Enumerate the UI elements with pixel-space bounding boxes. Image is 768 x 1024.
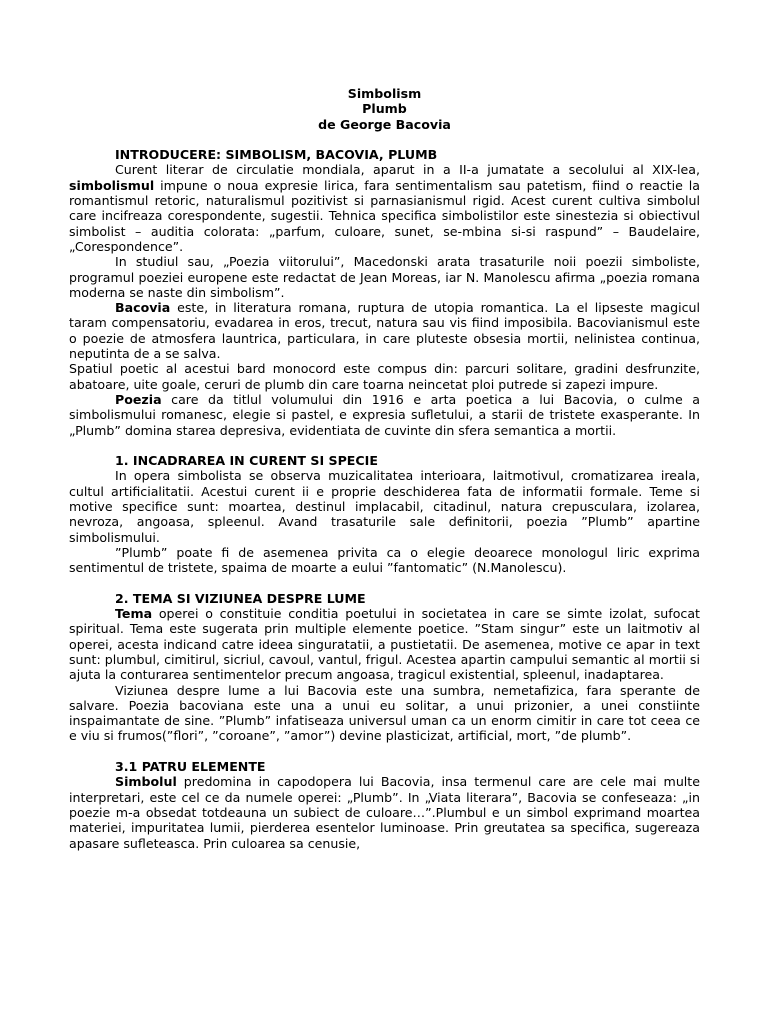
- paragraph-s3-1: [69, 774, 700, 850]
- spacer: [69, 438, 700, 453]
- heading-section-3: 3.1 PATRU ELEMENTE: [115, 759, 266, 775]
- paragraph-intro-4: Spatiul poetic al acestui bard monocord este compus din: parcuri solitare, gradini desfrunzite, abatoare, uite goale, ceruri de plumb din care toarna neincetat ploi putrede si zapezi impure.: [69, 361, 700, 392]
- spacer: [69, 132, 700, 147]
- text-span: impune o noua expresie lirica, fara sentimentalism sau patetism, fiind o reactie la romantismul retoric, naturalismul pozitivist si parnasianismul rigid. Acest curent cultiva simbolul care incifreaza corespondente, sugestii. Tehnica specifica simbolistilor este sinestezia si obiectivul simbolist – auditia colorata: „parfum, culoare, sunet, se-mbina si-si raspund” – Baudelaire, „Corespondence”.: [69, 177, 700, 254]
- text-span: predomina in capodopera lui Bacovia, insa termenul care are cele mai multe interpretari, este cel ce da numele operei: „Plumb”. In „Viata literara”, Bacovia se confeseaza: „in poezie m-a obsedat totdeauna un subiect de culoare…”.Plumbul e un simbol exprimand moartea materiei, impuritatea lumii, pierderea esentelor luminoase. Prin greutatea sa specifica, sugereaza apasare sufleteasca. Prin culoarea sa cenusie,: [69, 774, 700, 851]
- paragraph-s1-1: In opera simbolista se observa muzicalitatea interioara, laitmotivul, cromatizarea ireala, cultul artificialitatii. Acestui curent ii e proprie deschiderea fata de informatii formale. Teme si motive specifice sunt: moartea, destinul implacabil, citadinul, natura crepusculara, izolarea, nevroza, angoasa, spleenul. Avand trasaturile sale definitorii, poezia ”Plumb” apartine simbolismului.: [69, 468, 700, 545]
- spacer: [69, 576, 700, 591]
- text-span: este, in literatura romana, ruptura de utopia romantica. La el lipseste magicul taram compensatoriu, evadarea in eros, trecut, natura sau vis fiind imposibila. Bacovianismul este o poezie de atmosfera launtrica, particulara, in care pluteste obsesia mortii, nelinistea continua, neputinta de a se salva.: [69, 300, 700, 362]
- bold-term: Bacovia: [115, 300, 171, 316]
- heading-section-2: 2. TEMA SI VIZIUNEA DESPRE LUME: [115, 590, 366, 606]
- bold-term: Tema: [115, 606, 153, 622]
- title-simbolism: Simbolism: [347, 86, 422, 101]
- title-plumb: Plumb: [362, 101, 407, 117]
- heading-introducere: INTRODUCERE: SIMBOLISM, BACOVIA, PLUMB: [115, 147, 438, 163]
- spacer: [69, 744, 700, 759]
- text-span: care da titlul volumului din 1916 e arta poetica a lui Bacovia, o culme a simbolismului romanesc, elegie si pastel, e expresia sufletului, a starii de tristete exasperante. In „Plumb” domina starea depresiva, evidentiata de cuvinte din sfera semantica a mortii.: [69, 391, 700, 438]
- paragraph-intro-2: In studiul sau, „Poezia viitorului”, Macedonski arata trasaturile noii poezii simboliste, programul poeziei europene este redactat de Jean Moreas, iar N. Manolescu afirma „poezia romana moderna se naste din simbolism”.: [69, 254, 700, 300]
- paragraph-intro-5: [69, 392, 700, 438]
- text-span: operei o constituie conditia poetului in societatea in care se simte izolat, sufocat spiritual. Tema este sugerata prin multiple elemente poetice. ”Stam singur” este un laitmotiv al operei, acesta indicand catre ideea singuratatii, a pustietatii. De asemenea, motive ce apar in text sunt: plumbul, cimitirul, sicriul, cavoul, vantul, frigul. Acestea apartin campului semantic al mortii si ajuta la conturarea sentimentelor precum angoasa, tragicul existential, spleenul, inadaptarea.: [69, 606, 700, 683]
- bold-term: Simbolul: [115, 774, 177, 790]
- bold-term: simbolismul: [69, 177, 155, 193]
- heading-section-1: 1. INCADRAREA IN CURENT SI SPECIE: [115, 453, 378, 469]
- paragraph-s2-1: [69, 606, 700, 682]
- paragraph-s1-2: ”Plumb” poate fi de asemenea privita ca o elegie deoarece monologul liric exprima sentimentul de tristete, spaima de moarte a eului ”fantomatic” (N.Manolescu).: [69, 544, 700, 576]
- title-author: de George Bacovia: [318, 116, 451, 132]
- paragraph-s2-2: Viziunea despre lume a lui Bacovia este una sumbra, nemetafizica, fara sperante de salvare. Poezia bacoviana este una a unui eu solitar, a unui prizonier, a unei constiinte inspaimantate de sine. ”Plumb” infatiseaza universul uman ca un enorm cimitir in care tot ceea ce e viu si frumos(”flori”, ”coroane”, ”amor”) devine plasticizat, artificial, mort, ”de plumb”.: [69, 682, 700, 744]
- document-body: [69, 86, 700, 851]
- bold-term: Poezia: [115, 391, 162, 407]
- paragraph-intro-3: [69, 300, 700, 361]
- text-span: Curent literar de circulatie mondiala, aparut in a II-a jumatate a secolului al XIX-lea,: [115, 162, 700, 178]
- paragraph-intro-1: [69, 162, 700, 254]
